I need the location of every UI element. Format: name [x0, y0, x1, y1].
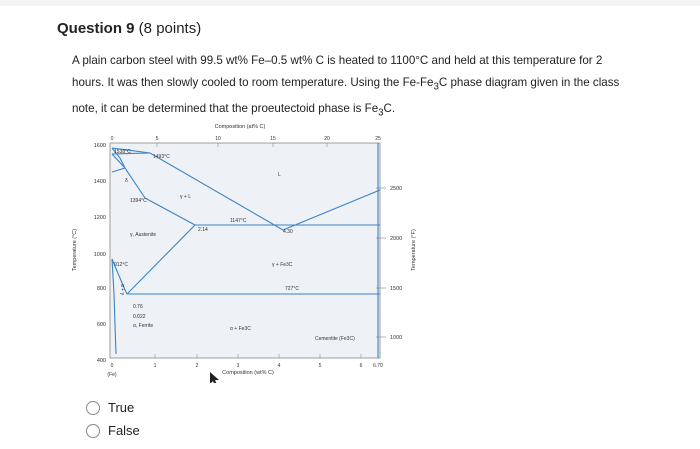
question-text — [72, 50, 632, 125]
left-tick-1000: 1000 — [93, 252, 106, 258]
label-430: 4.30 — [283, 229, 293, 235]
bottom-tick-4: 4 — [277, 363, 281, 369]
left-axis-title: Temperature (°C) — [72, 228, 78, 272]
question-header — [57, 20, 201, 37]
radio-false[interactable] — [86, 424, 100, 438]
right-tick-2000: 2000 — [390, 236, 403, 242]
label-alpha-ferrite: α, Ferrite — [133, 323, 154, 329]
label-gamma-fe3c: γ + Fe3C — [272, 262, 293, 268]
label-076: 0.76 — [133, 304, 143, 310]
top-tick-0: 0 — [110, 136, 114, 142]
top-tick-10: 10 — [215, 136, 221, 142]
label-214: 2.14 — [198, 227, 208, 233]
top-tick-25: 25 — [375, 136, 381, 142]
bottom-tick-0: 0 — [110, 363, 114, 369]
right-tick-2500: 2500 — [390, 186, 403, 192]
label-alpha-gamma: α + γ — [119, 284, 125, 296]
bottom-origin-label: (Fe) — [107, 372, 117, 378]
mouse-cursor-icon — [210, 372, 219, 383]
option-false[interactable] — [86, 423, 140, 438]
question-text-part-a: A plain carbon steel with 99.5 wt% Fe–0.5 wt% C is heated to 1100°C and held at this temperature for 2 hours. It was then slowly cooled to room temperature. Using the Fe-Fe — [72, 54, 603, 89]
left-tick-600: 600 — [96, 322, 106, 328]
label-1394: 1394°C — [130, 198, 147, 204]
right-tick-1500: 1500 — [390, 286, 403, 292]
option-true[interactable] — [86, 400, 134, 415]
label-1147: 1147°C — [230, 218, 247, 224]
label-delta: δ — [125, 178, 128, 184]
left-tick-1600: 1600 — [93, 143, 106, 149]
subscript-3b: 3 — [378, 107, 384, 119]
label-727: 727°C — [285, 286, 299, 292]
bottom-tick-6: 6 — [359, 363, 363, 369]
option-false-label: False — [108, 423, 140, 438]
bottom-tick-670: 6.70 — [373, 363, 383, 369]
label-1493: 1493°C — [153, 154, 170, 160]
label-912: 912°C — [114, 262, 128, 268]
label-1538: 1538°C — [114, 149, 131, 155]
bottom-tick-1: 1 — [153, 363, 157, 369]
question-title: Question 9 — [57, 20, 135, 37]
right-axis-title: Temperature (°F) — [411, 229, 417, 271]
radio-true[interactable] — [86, 401, 100, 415]
question-text-part-b: C phase diagram given in the class note, it can be determined that the proeutectoid phase is Fe — [72, 76, 620, 116]
phase-diagram — [60, 118, 425, 383]
top-ticks — [111, 136, 381, 142]
top-tick-15: 15 — [270, 136, 276, 142]
label-cementite: Cementite (Fe3C) — [315, 336, 355, 342]
left-ticks — [94, 143, 106, 364]
left-tick-1200: 1200 — [93, 215, 106, 221]
bottom-tick-2: 2 — [195, 363, 199, 369]
left-tick-800: 800 — [96, 286, 106, 292]
top-border — [0, 0, 700, 6]
label-gamma-l: γ + L — [180, 194, 191, 200]
question-points: (8 points) — [134, 20, 202, 37]
bottom-axis-title: Composition (wt% C) — [222, 370, 274, 376]
left-tick-1400: 1400 — [93, 179, 106, 185]
top-axis-title: Composition (at% C) — [214, 124, 266, 130]
left-tick-400: 400 — [96, 358, 106, 364]
question-text-end: C. — [383, 102, 396, 116]
label-alpha-fe3c: α + Fe3C — [230, 326, 251, 332]
bottom-tick-3: 3 — [236, 363, 240, 369]
label-0022: 0.022 — [133, 314, 146, 320]
label-liquid: L — [278, 172, 281, 178]
bottom-ticks — [111, 363, 383, 369]
top-tick-5: 5 — [155, 136, 159, 142]
option-true-label: True — [108, 400, 135, 415]
right-tick-1000: 1000 — [390, 335, 403, 341]
bottom-tick-5: 5 — [318, 363, 322, 369]
right-ticks — [390, 186, 402, 341]
label-austenite: γ, Austenite — [130, 232, 157, 238]
top-tick-20: 20 — [324, 136, 330, 142]
subscript-3a: 3 — [433, 81, 439, 93]
